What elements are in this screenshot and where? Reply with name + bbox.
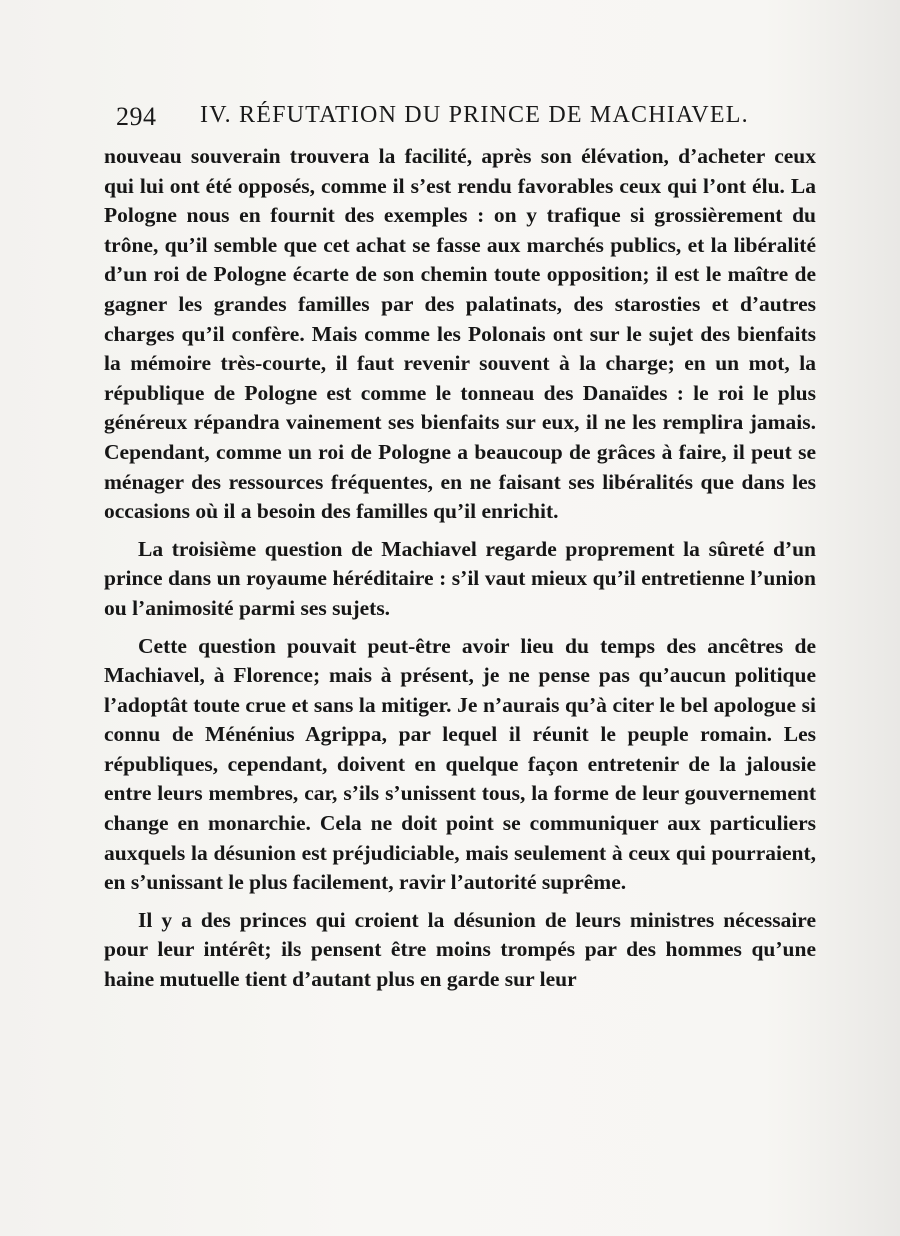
body-text <box>104 142 816 995</box>
running-head: IV. RÉFUTATION DU PRINCE DE MACHIAVEL. <box>200 102 749 128</box>
page-header <box>116 98 816 138</box>
paragraph-third-question: La troisième question de Machiavel regarde proprement la sûreté d’un prince dans un royaume héréditaire : s’il vaut mieux qu’il entretienne l’union ou l’animosité parmi ses sujets. <box>104 536 816 620</box>
paragraph-question-answer: Cette question pouvait peut-être avoir lieu du temps des ancêtres de Machiavel, à Florence; mais à présent, je ne pense pas qu’aucun politique l’adoptât toute crue et sans la mitiger. Je n’aurais qu’à citer le bel apologue si connu de Ménénius Agrippa, par lequel il réunit le peuple romain. Les républiques, cependant, doivent en quelque façon entretenir de la jalousie entre leurs membres, car, s’ils s’unissent tous, la forme de leur gouvernement change en monarchie. Cela ne doit point se communiquer aux particuliers auxquels la désunion est préjudiciable, mais seulement à ceux qui pourraient, en s’unissant le plus facilement, ravir l’autorité suprême. <box>104 633 816 895</box>
page-number: 294 <box>116 102 157 131</box>
paragraph-princes-ministers: Il y a des princes qui croient la désunion de leurs ministres nécessaire pour leur intérêt; ils pensent être moins trompés par des hommes qu’une haine mutuelle tient d’autant plus en garde sur leur <box>104 907 816 992</box>
paragraph-continuation: nouveau souverain trouvera la facilité, après son élévation, d’acheter ceux qui lui ont été opposés, comme il s’est rendu favorables ceux qui l’ont élu. La Pologne nous en fournit des exemples : on y trafique si grossièrement du trône, qu’il semble que cet achat se fasse aux marchés publics, et la libéralité d’un roi de Pologne écarte de son chemin toute opposition; il est le maître de gagner les grandes familles par des palatinats, des starosties et d’autres charges qu’il confère. Mais comme les Polonais ont sur le sujet des bienfaits la mémoire très-courte, il faut revenir souvent à la charge; en un mot, la république de Pologne est comme le tonneau des Danaïdes : le roi le plus généreux répandra vainement ses bienfaits sur eux, il ne les remplira jamais. Cependant, comme un roi de Pologne a beaucoup de grâces à faire, il peut se ménager des ressources fréquentes, en ne faisant ses libéralités que dans les occasions où il a besoin des familles qu’il enrichit. <box>104 144 816 524</box>
